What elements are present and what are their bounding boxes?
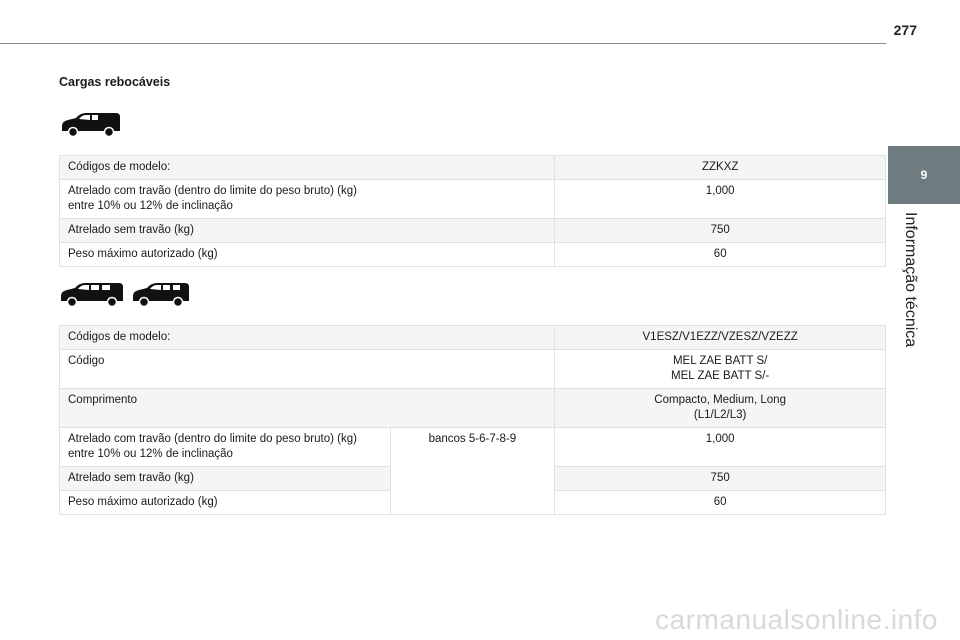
top-divider: [0, 43, 886, 44]
table-row: [60, 180, 886, 219]
chapter-tab[interactable]: 9: [888, 146, 960, 204]
van-passenger-icon: [59, 281, 125, 307]
table-row: [60, 428, 886, 467]
van-passenger-long-icon: [131, 281, 191, 307]
table-cell-value: ZZKXZ: [555, 156, 886, 180]
chapter-label-text: Informação técnica: [901, 212, 919, 348]
table-cell-value: 750: [555, 219, 886, 243]
towing-table-panel-van: [59, 155, 886, 267]
table-row: [60, 389, 886, 428]
table-cell-label: Peso máximo autorizado (kg): [60, 491, 391, 515]
table-row: [60, 243, 886, 267]
table-cell-label: Códigos de modelo:: [60, 156, 555, 180]
table-cell-value: V1ESZ/V1EZZ/VZESZ/VZEZZ: [555, 326, 886, 350]
table-cell-value: 60: [555, 491, 886, 515]
table-row: [60, 156, 886, 180]
chapter-label: [886, 212, 931, 362]
van-panel-icon: [60, 111, 122, 137]
table-row: [60, 350, 886, 389]
table-cell-value: 1,000: [555, 428, 886, 467]
table-cell-value: 60: [555, 243, 886, 267]
table-cell-label: Atrelado sem travão (kg): [60, 219, 555, 243]
table-cell-label: Atrelado sem travão (kg): [60, 467, 391, 491]
table-cell-label: Atrelado com travão (dentro do limite do peso bruto) (kg) entre 10% ou 12% de inclinação: [60, 428, 391, 467]
section-title: Cargas rebocáveis: [59, 75, 171, 89]
table-cell-value: Compacto, Medium, Long (L1/L2/L3): [555, 389, 886, 428]
table-cell-label: Atrelado com travão (dentro do limite do peso bruto) (kg) entre 10% ou 12% de inclinação: [60, 180, 555, 219]
page-number: 277: [893, 22, 917, 38]
table-cell-label: Código: [60, 350, 555, 389]
table-cell-seats: bancos 5-6-7-8-9: [390, 428, 555, 515]
table-cell-label: Comprimento: [60, 389, 555, 428]
table-row: [60, 219, 886, 243]
table-cell-label: Peso máximo autorizado (kg): [60, 243, 555, 267]
watermark: carmanualsonline.info: [655, 604, 938, 635]
table-cell-value: 1,000: [555, 180, 886, 219]
table-row: [60, 326, 886, 350]
table-cell-value: MEL ZAE BATT S/ MEL ZAE BATT S/-: [555, 350, 886, 389]
table-cell-label: Códigos de modelo:: [60, 326, 555, 350]
table-cell-value: 750: [555, 467, 886, 491]
towing-table-passenger-van: [59, 325, 886, 515]
